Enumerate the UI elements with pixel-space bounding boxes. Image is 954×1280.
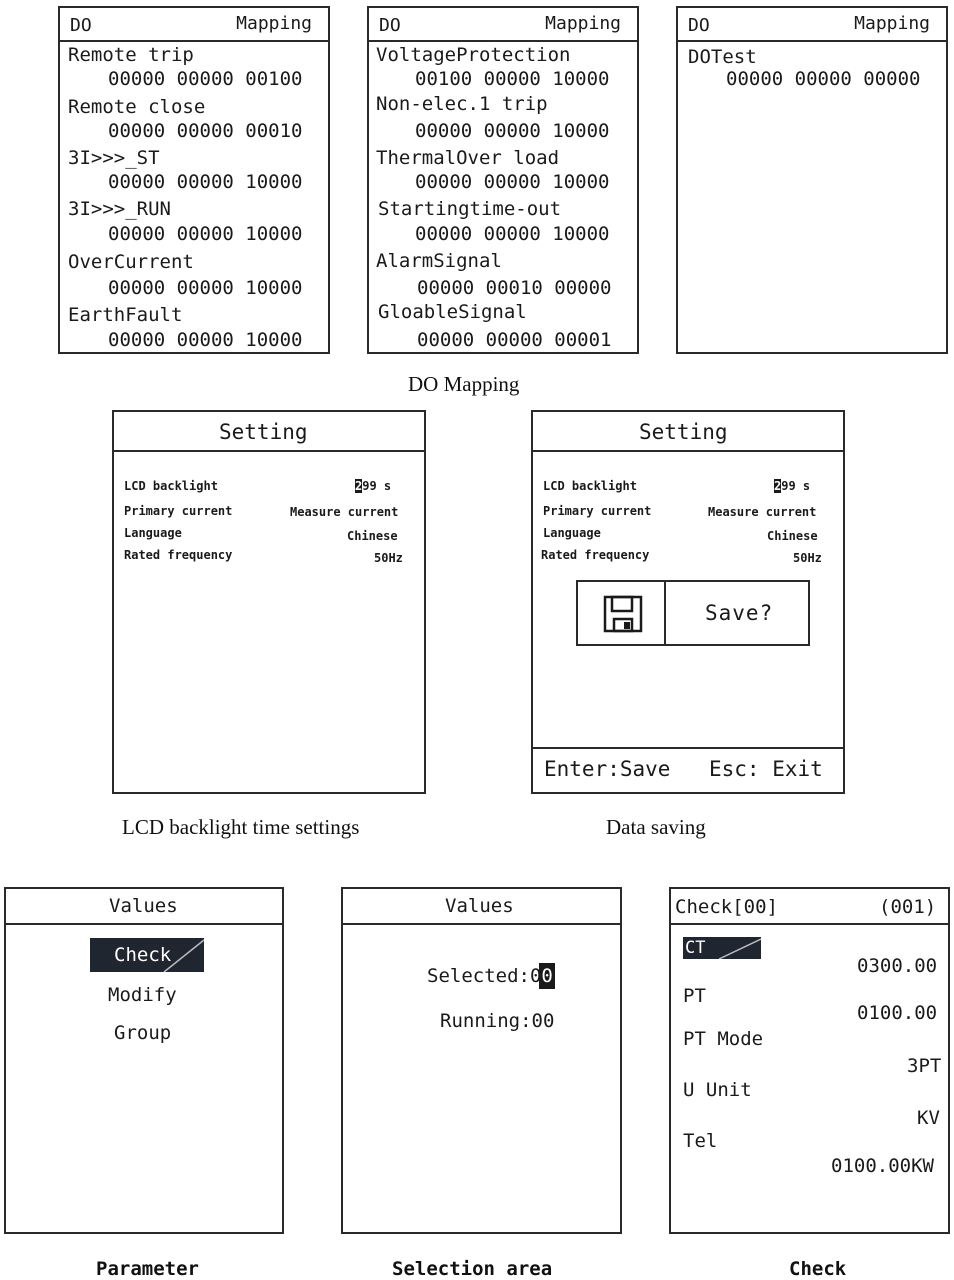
values-title: Values [109,895,178,917]
do-entry-value: 00100 00000 10000 [415,68,610,90]
running-value: Running:00 [440,1010,555,1032]
menu-item-modify[interactable]: Modify [108,984,177,1006]
footer-enter-save[interactable]: Enter:Save [544,757,671,781]
do-entry-value: 00000 00000 00100 [108,68,303,90]
do-entry-value: 00000 00000 10000 [108,277,303,299]
do-entry-name: DOTest [688,46,757,68]
check-index: (001) [879,896,937,918]
do-entry-value: 00000 00000 00001 [417,329,612,351]
do-entry-name: AlarmSignal [376,250,502,272]
do-mapping-panel-1 [58,6,330,354]
setting-value-rated-frequency: 50Hz [374,551,403,565]
setting-value-primary-current: Measure current [290,505,399,519]
header-mapping-label: Mapping [545,13,621,34]
do-entry-name: Remote close [68,96,206,118]
save-prompt: Save? [705,601,774,625]
do-entry-name: OverCurrent [68,251,194,273]
do-entry-value: 00000 00000 10000 [415,120,610,142]
caption-parameter: Parameter [96,1258,199,1280]
do-entry-name: Non-elec.1 trip [376,93,548,115]
setting-label-backlight: LCD backlight [543,479,637,493]
do-entry-value: 00000 00000 10000 [415,171,610,193]
check-panel [669,887,950,1234]
do-entry-value: 00000 00000 00000 [726,68,921,90]
header-do-label: DO [379,15,401,36]
setting-panel-save [531,410,845,794]
cursor-digit: 2 [355,479,363,493]
setting-label-rated-frequency: Rated frequency [541,548,650,562]
cursor-digit: 2 [774,479,782,493]
setting-value-rated-frequency: 50Hz [793,551,822,565]
caption-lcd-backlight: LCD backlight time settings [122,815,360,839]
save-dialog-divider [664,582,666,644]
do-entry-value: 00000 00000 00010 [108,120,303,142]
setting-value-primary-current: Measure current [708,505,817,519]
do-entry-name: Startingtime-out [378,198,562,220]
setting-panel-backlight [112,410,426,794]
setting-title: Setting [639,420,728,444]
caption-check: Check [789,1258,847,1280]
caption-data-saving: Data saving [606,815,706,839]
setting-value-language: Chinese [347,529,398,543]
check-title: Check[00] [675,896,778,918]
values-title: Values [445,895,514,917]
selected-cursor: 0 [541,965,553,987]
check-value-ct: 0300.00 [857,955,938,977]
footer-esc-exit[interactable]: Esc: Exit [709,757,823,781]
floppy-disk-icon [603,595,643,633]
footer-divider [533,747,843,749]
do-entry-value: 00000 00010 00000 [417,277,612,299]
check-label-pt: PT [683,985,706,1007]
do-entry-name: ThermalOver load [376,147,560,169]
menu-item-group[interactable]: Group [114,1022,172,1044]
check-value-pt-mode: 3PT [907,1055,942,1077]
do-mapping-panel-3 [676,6,948,354]
do-entry-value: 00000 00000 10000 [415,223,610,245]
selected-value[interactable]: Selected:00 [427,965,553,987]
do-entry-name: GloableSignal [378,301,527,323]
setting-label-rated-frequency: Rated frequency [124,548,233,562]
header-mapping-label: Mapping [854,13,930,34]
header-mapping-label: Mapping [236,13,312,34]
check-label-tel: Tel [683,1130,718,1152]
menu-item-check[interactable]: Check [90,938,204,972]
caption-do-mapping: DO Mapping [408,372,520,396]
setting-value-backlight: 299 s [774,479,811,493]
do-entry-name: 3I>>>_ST [68,147,160,169]
do-entry-name: Remote trip [68,44,194,66]
do-entry-value: 00000 00000 10000 [108,223,303,245]
setting-title: Setting [219,420,308,444]
do-mapping-panel-2 [367,6,639,354]
do-entry-value: 00000 00000 10000 [108,329,303,351]
setting-label-language: Language [124,526,182,540]
setting-value-backlight: 299 s [355,479,392,493]
check-value-tel: 0100.00KW [831,1155,934,1177]
header-do-label: DO [70,15,92,36]
setting-label-primary-current: Primary current [543,504,652,518]
check-label-u-unit: U Unit [683,1079,752,1101]
check-row-ct-selected[interactable]: CT [683,937,761,959]
setting-label-backlight: LCD backlight [124,479,218,493]
do-entry-value: 00000 00000 10000 [108,171,303,193]
do-entry-name: VoltageProtection [376,44,571,66]
setting-value-language: Chinese [767,529,818,543]
setting-label-primary-current: Primary current [124,504,233,518]
selection-panel [341,887,622,1234]
values-menu-panel [4,887,284,1234]
save-dialog[interactable] [576,580,810,646]
check-value-u-unit: KV [917,1107,940,1129]
header-do-label: DO [688,15,710,36]
check-label-pt-mode: PT Mode [683,1028,764,1050]
do-entry-name: 3I>>>_RUN [68,198,171,220]
setting-label-language: Language [543,526,601,540]
do-entry-name: EarthFault [68,304,183,326]
check-value-pt: 0100.00 [857,1002,938,1024]
caption-selection-area: Selection area [392,1258,553,1280]
